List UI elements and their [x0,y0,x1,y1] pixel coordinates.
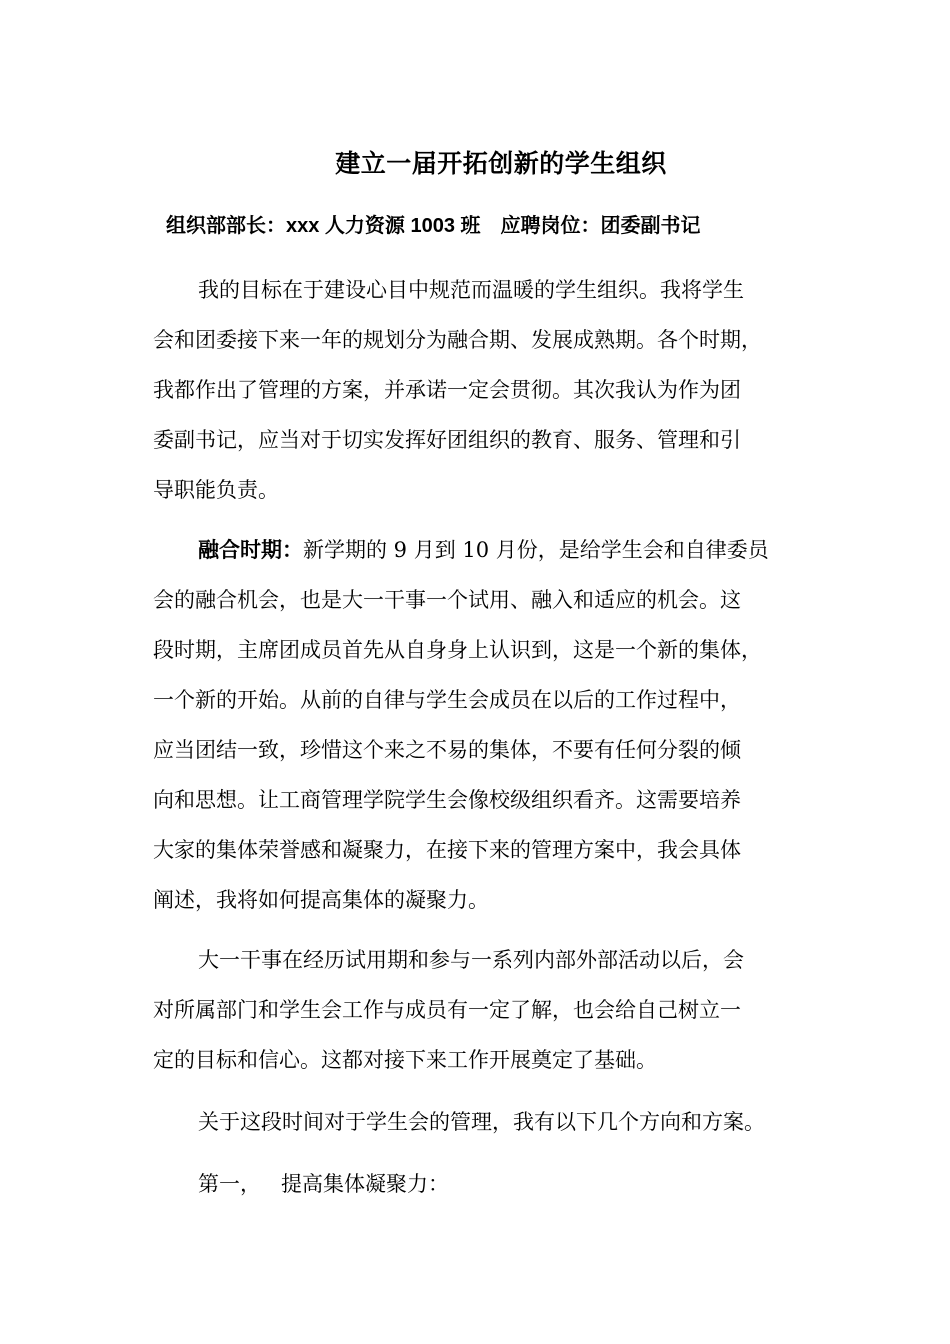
applied-position: 应聘岗位：团委副书记 [500,213,701,237]
author-name-class: xxx 人力资源 1003 班 [286,215,481,237]
paragraph-line: 导职能负责。 [153,478,279,502]
paragraph-first-point [153,1159,793,1209]
paragraph-line: 会的融合机会，也是大一干事一个试用、融入和适应的机会。这 [153,588,741,612]
paragraph-line: 一个新的开始。从前的自律与学生会成员在以后的工作过程中， [153,688,741,712]
author-line [166,209,701,242]
paragraph-line: 大一干事在经历试用期和参与一系列内部外部活动以后，会 [198,948,744,972]
paragraph-line: 第一， 提高集体凝聚力： [198,1172,450,1196]
fusion-period-text: 新学期的 9 月到 10 月份，是给学生会和自律委员 [303,538,769,562]
paragraph-line [153,525,793,575]
fusion-period-heading: 融合时期： [198,537,303,562]
paragraph-line: 委副书记，应当对于切实发挥好团组织的教育、服务、管理和引 [153,428,741,452]
paragraph-line: 大家的集体荣誉感和凝聚力，在接下来的管理方案中，我会具体 [153,838,741,862]
author-prefix: 组织部部长： [166,213,286,237]
paragraph-line: 阐述，我将如何提高集体的凝聚力。 [153,888,489,912]
paragraph-management-intro [153,1097,793,1147]
paragraph-line: 对所属部门和学生会工作与成员有一定了解，也会给自己树立一 [153,998,741,1022]
paragraph-line: 向和思想。让工商管理学院学生会像校级组织看齐。这需要培养 [153,788,741,812]
paragraph-line: 应当团结一致，珍惜这个来之不易的集体，不要有任何分裂的倾 [153,738,741,762]
paragraph-line: 我的目标在于建设心目中规范而温暖的学生组织。我将学生 [198,278,744,302]
paragraph-freshmen [153,935,793,1085]
paragraph-line: 定的目标和信心。这都对接下来工作开展奠定了基础。 [153,1048,657,1072]
document-title: 建立一届开拓创新的学生组织 [335,149,667,178]
paragraph-goal [153,265,793,515]
paragraph-fusion-period [153,525,793,925]
paragraph-line: 我都作出了管理的方案，并承诺一定会贯彻。其次我认为作为团 [153,378,741,402]
paragraph-line: 关于这段时间对于学生会的管理，我有以下几个方向和方案。 [198,1110,765,1134]
paragraph-line: 段时期，主席团成员首先从自身身上认识到，这是一个新的集体， [153,638,762,662]
paragraph-line: 会和团委接下来一年的规划分为融合期、发展成熟期。各个时期， [153,328,762,352]
